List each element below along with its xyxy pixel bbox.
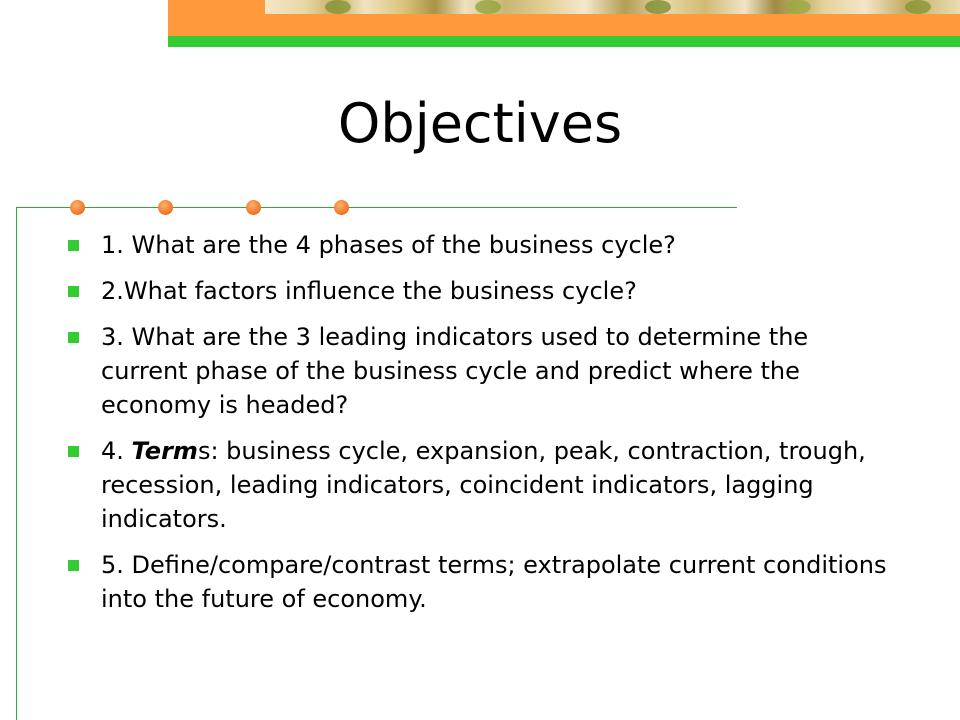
title-divider bbox=[16, 207, 737, 208]
item-text: 1. What are the 4 phases of the business cycle? bbox=[101, 231, 676, 259]
left-border bbox=[16, 207, 17, 720]
objectives-list bbox=[68, 228, 898, 628]
bullet-icon bbox=[68, 286, 79, 297]
item-text: s: business cycle, expansion, peak, contraction, trough, recession, leading indicators, coincident indicators, lagging indicators. bbox=[101, 437, 866, 533]
divider-dot bbox=[246, 200, 261, 215]
divider-dot bbox=[70, 200, 85, 215]
leaf-decoration bbox=[785, 0, 811, 14]
divider-dot bbox=[158, 200, 173, 215]
list-item bbox=[68, 548, 898, 616]
divider-dot bbox=[334, 200, 349, 215]
item-emphasis: Term bbox=[131, 437, 198, 465]
item-prefix: 4. bbox=[101, 437, 132, 465]
slide-title: Objectives bbox=[337, 92, 623, 155]
list-item bbox=[68, 228, 898, 262]
leaf-decoration bbox=[325, 0, 351, 14]
leaf-decoration bbox=[475, 0, 501, 14]
banner-image bbox=[265, 0, 960, 14]
leaf-decoration bbox=[905, 0, 931, 14]
leaf-decoration bbox=[645, 0, 671, 14]
list-item bbox=[68, 434, 898, 536]
item-text: 5. Define/compare/contrast terms; extrapolate current conditions into the future of economy. bbox=[101, 551, 887, 613]
bullet-icon bbox=[68, 446, 79, 457]
bullet-icon bbox=[68, 560, 79, 571]
item-text: 3. What are the 3 leading indicators used to determine the current phase of the business cycle and predict where the economy is headed? bbox=[101, 323, 809, 419]
bullet-icon bbox=[68, 332, 79, 343]
list-item bbox=[68, 274, 898, 308]
list-item bbox=[68, 320, 898, 422]
header-stripe bbox=[168, 36, 960, 47]
item-text: 2.What factors influence the business cycle? bbox=[101, 277, 637, 305]
bullet-icon bbox=[68, 240, 79, 251]
